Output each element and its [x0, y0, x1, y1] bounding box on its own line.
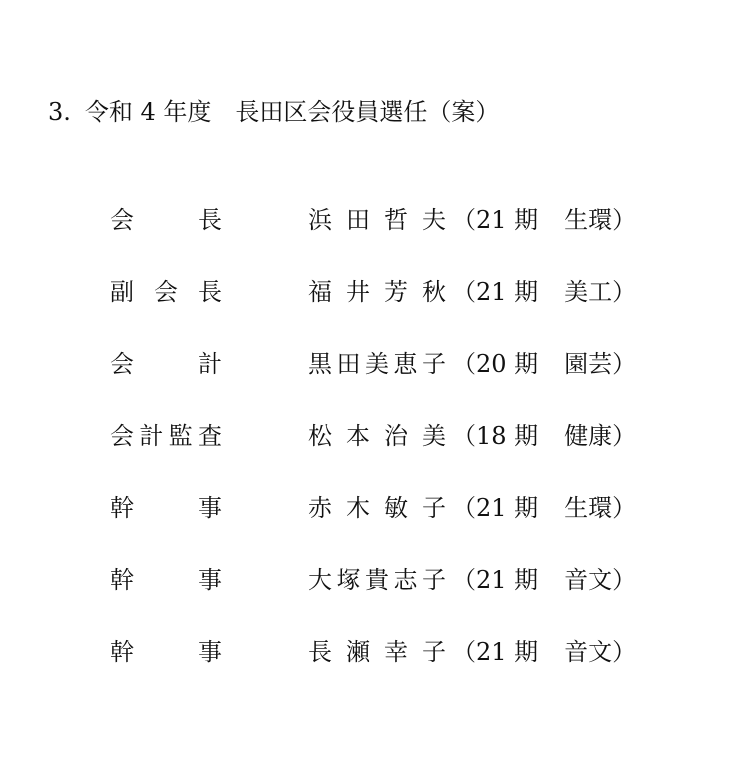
officer-affiliation	[452, 344, 636, 384]
officer-affiliation	[452, 272, 636, 312]
officer-name-char: 子	[422, 566, 446, 594]
officer-role-char: 長	[198, 278, 222, 306]
officer-affiliation	[452, 416, 636, 456]
officer-name	[308, 344, 446, 384]
officer-role-char: 計	[198, 350, 222, 378]
officer-department: 音文）	[564, 638, 637, 666]
officer-name-char: 瀬	[346, 638, 370, 666]
officer-role-char: 会	[110, 422, 134, 450]
officer-name-char: 黒	[308, 350, 332, 378]
officer-name	[308, 632, 446, 672]
officer-name-char: 敏	[384, 494, 408, 522]
officer-department: 生環）	[564, 494, 637, 522]
officer-name-char: 治	[384, 422, 408, 450]
officer-role-char: 事	[198, 638, 222, 666]
officer-department: 美工）	[564, 278, 637, 306]
affiliation-open-paren: （	[452, 206, 476, 234]
officer-role-char: 査	[197, 422, 222, 450]
officer-role-char: 会	[154, 278, 178, 306]
officer-name	[308, 200, 446, 240]
officer-name-char: 子	[422, 494, 446, 522]
officer-role	[110, 560, 222, 600]
officer-name-char: 田	[336, 350, 361, 378]
officer-affiliation	[452, 200, 636, 240]
officer-role-char: 計	[139, 422, 164, 450]
officer-role-char: 会	[110, 350, 134, 378]
officer-role	[110, 488, 222, 528]
officer-department: 音文）	[564, 566, 637, 594]
officer-name-char: 幸	[384, 638, 408, 666]
officer-term: 21 期	[476, 206, 539, 234]
officer-name-char: 恵	[393, 350, 418, 378]
officer-term: 21 期	[476, 566, 539, 594]
affiliation-open-paren: （	[452, 278, 476, 306]
officer-name-char: 夫	[422, 206, 446, 234]
officer-role	[110, 272, 222, 312]
officer-role	[110, 632, 222, 672]
officer-department: 園芸）	[564, 350, 637, 378]
officer-role-char: 会	[110, 206, 134, 234]
officer-department: 健康）	[564, 422, 637, 450]
officer-affiliation	[452, 560, 636, 600]
section-heading	[48, 94, 499, 130]
officer-term: 21 期	[476, 494, 539, 522]
officer-role-char: 幹	[110, 494, 134, 522]
affiliation-open-paren: （	[452, 638, 476, 666]
officer-affiliation	[452, 488, 636, 528]
officer-term: 21 期	[476, 278, 539, 306]
officer-name-char: 子	[422, 638, 446, 666]
officer-name-char: 子	[422, 350, 446, 378]
officer-name-char: 美	[365, 350, 389, 378]
officer-role-char: 監	[168, 422, 193, 450]
officer-role-char: 副	[110, 278, 134, 306]
officer-name	[308, 488, 446, 528]
officer-name-char: 貴	[365, 566, 389, 594]
officer-role-char: 事	[198, 494, 222, 522]
officer-role-char: 事	[198, 566, 222, 594]
officer-name-char: 福	[308, 278, 332, 306]
officer-name-char: 松	[308, 422, 332, 450]
officer-name-char: 田	[346, 206, 370, 234]
officer-name-char: 井	[346, 278, 370, 306]
officer-name-char: 美	[422, 422, 446, 450]
officer-name-char: 秋	[422, 278, 446, 306]
officer-name-char: 木	[346, 494, 370, 522]
officer-term: 20 期	[476, 350, 539, 378]
officer-name	[308, 416, 446, 456]
officer-name	[308, 560, 446, 600]
affiliation-open-paren: （	[452, 422, 476, 450]
officer-name-char: 浜	[308, 206, 332, 234]
officer-name-char: 本	[346, 422, 370, 450]
affiliation-open-paren: （	[452, 566, 476, 594]
officer-role-char: 幹	[110, 638, 134, 666]
officer-role-char: 長	[198, 206, 222, 234]
section-number: 3.	[48, 98, 71, 126]
officer-department: 生環）	[564, 206, 637, 234]
section-title: 令和 4 年度 長田区会役員選任（案）	[84, 98, 500, 126]
officer-name-char: 赤	[308, 494, 332, 522]
officer-role-char: 幹	[110, 566, 134, 594]
officer-role	[110, 416, 222, 456]
officer-term: 18 期	[476, 422, 539, 450]
officer-affiliation	[452, 632, 636, 672]
officer-role	[110, 200, 222, 240]
officer-name-char: 塚	[336, 566, 361, 594]
officer-name	[308, 272, 446, 312]
officer-name-char: 哲	[384, 206, 408, 234]
officer-name-char: 芳	[384, 278, 408, 306]
officer-name-char: 大	[308, 566, 332, 594]
officer-name-char: 志	[393, 566, 418, 594]
affiliation-open-paren: （	[452, 494, 476, 522]
officer-name-char: 長	[308, 638, 332, 666]
officer-role	[110, 344, 222, 384]
officer-term: 21 期	[476, 638, 539, 666]
affiliation-open-paren: （	[452, 350, 476, 378]
